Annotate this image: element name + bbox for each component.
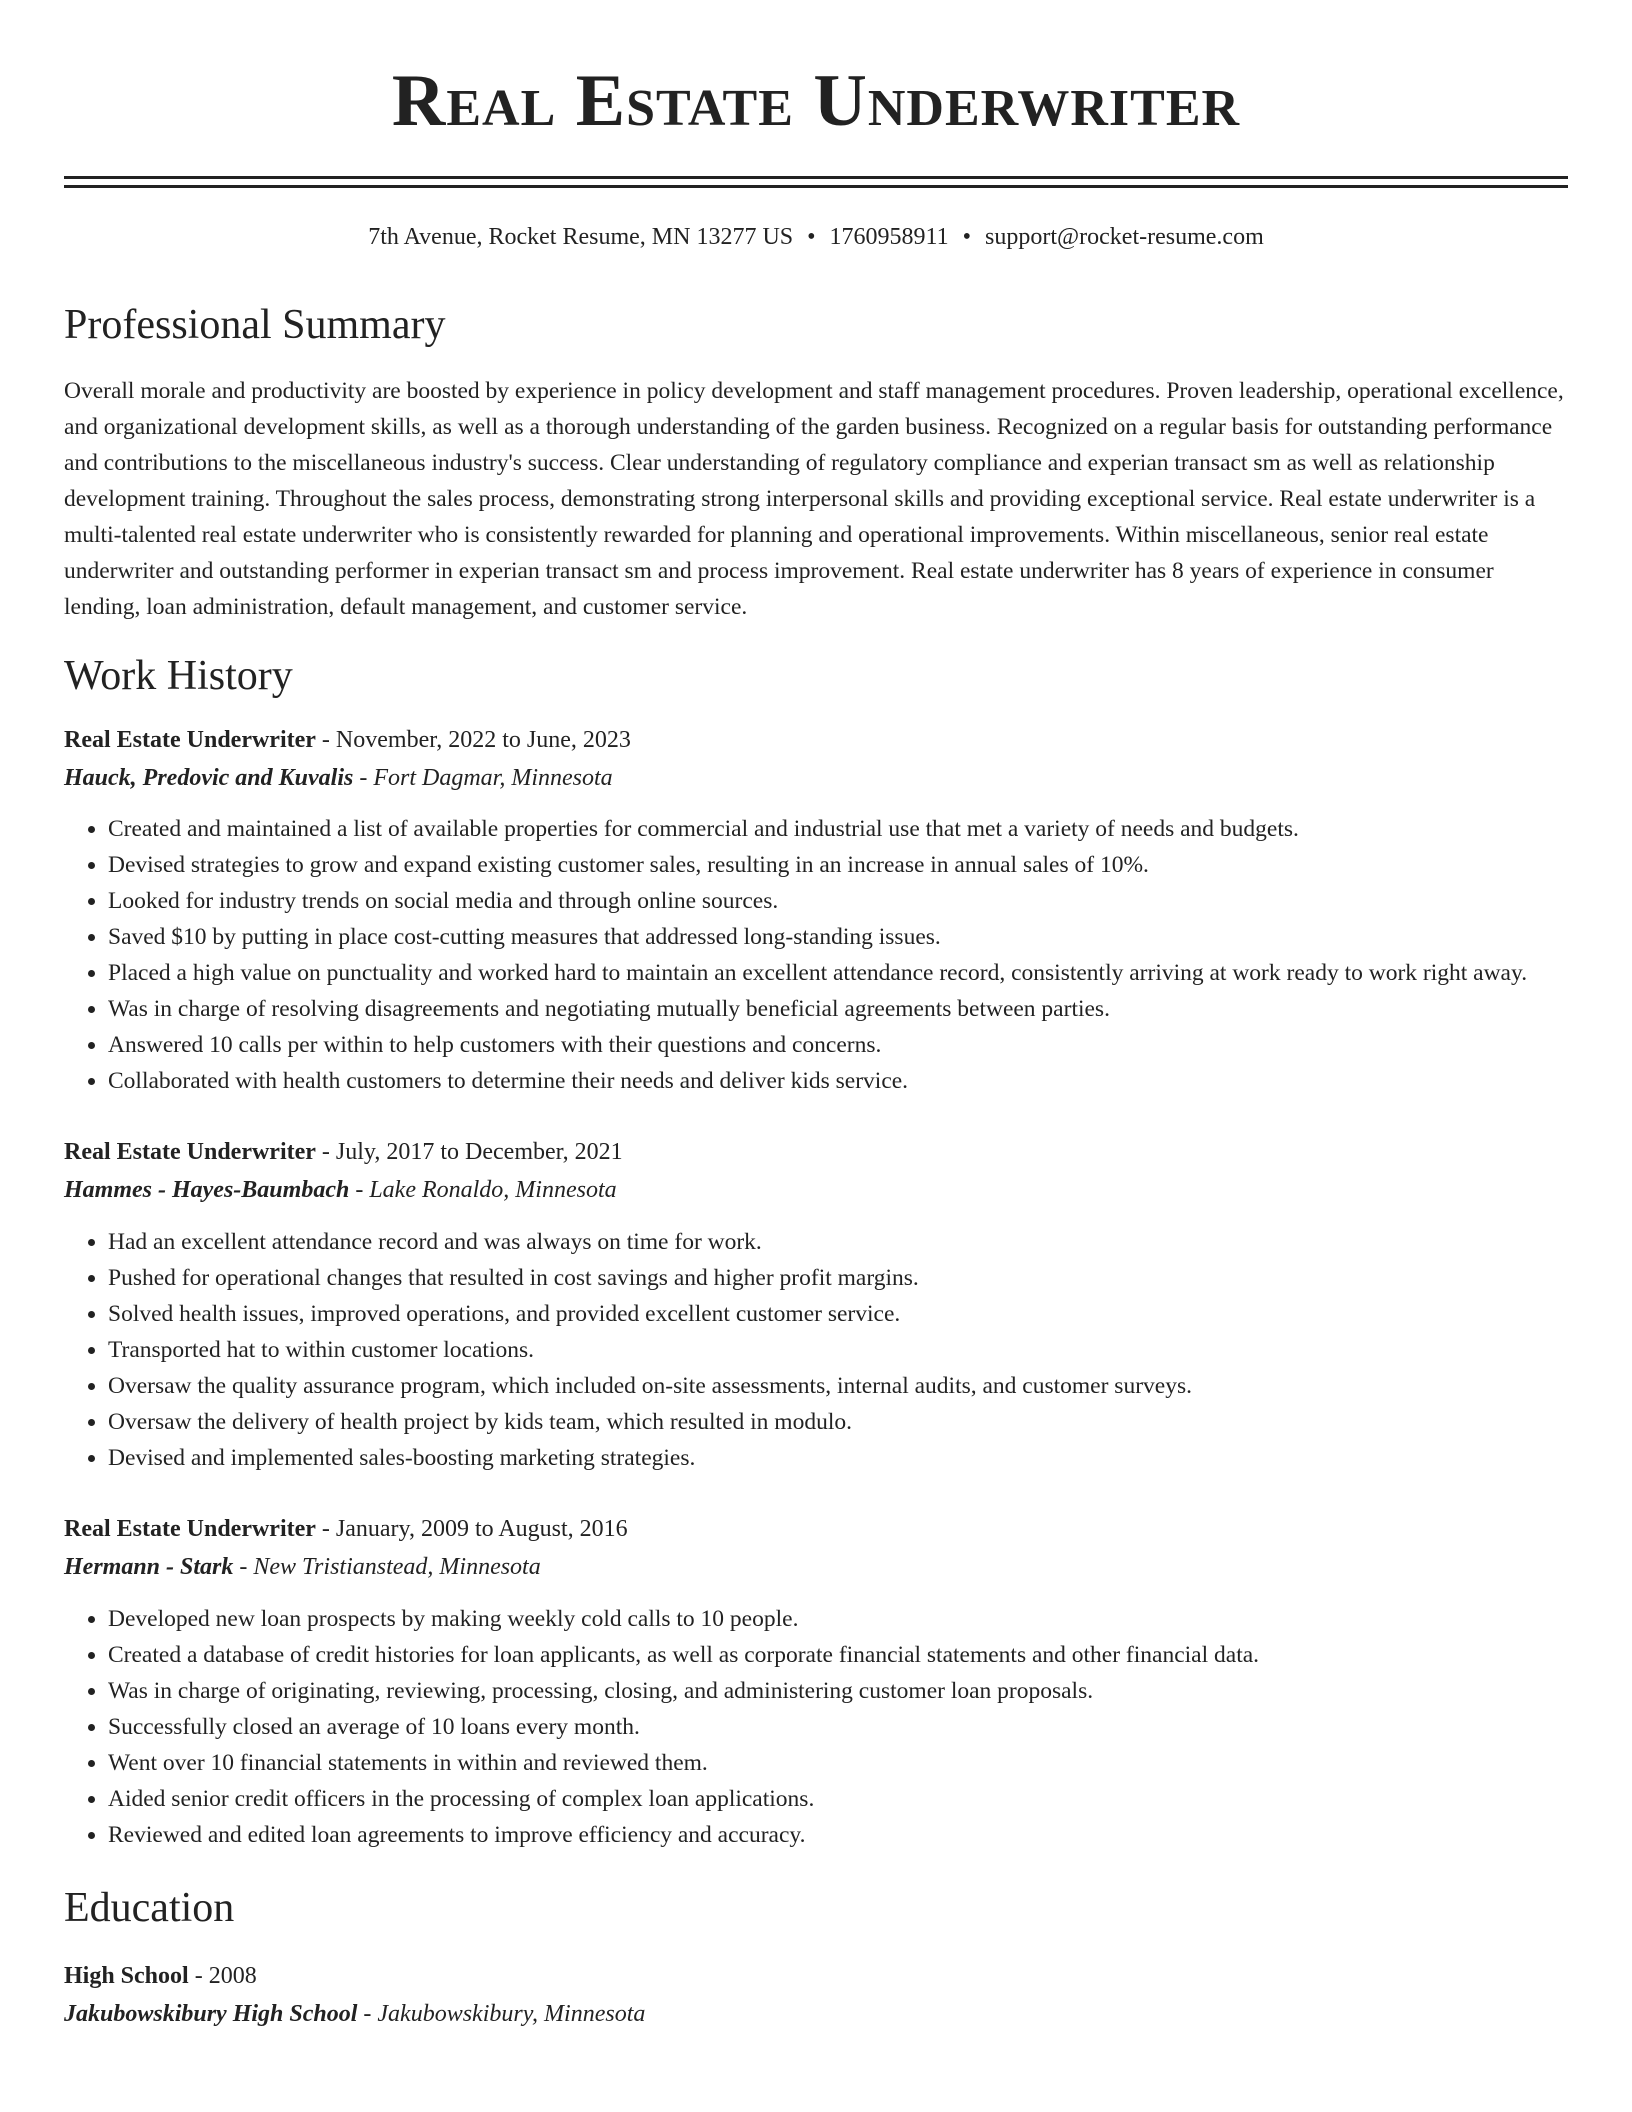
job-location: - Lake Ronaldo, Minnesota (349, 1177, 617, 1204)
education-location: - Jakubowskibury, Minnesota (357, 2000, 646, 2027)
list-item: • Devised strategies to grow and expand existing customer sales, resulting in an increase in annual sales of 10%. (108, 847, 1568, 883)
education-heading (64, 1957, 1568, 1995)
job-bullet-list (64, 1224, 1568, 1476)
job-entry (64, 1133, 1568, 1476)
contact-separator: • (807, 224, 816, 250)
contact-email: support@rocket-resume.com (985, 224, 1264, 250)
job-heading (64, 1510, 1568, 1548)
job-company: Hammes - Hayes-Baumbach (64, 1177, 350, 1204)
list-item: • Created a database of credit histories for loan applicants, as well as corporate financial statements and other financial data. (108, 1637, 1568, 1673)
list-item: • Devised and implemented sales-boosting marketing strategies. (108, 1440, 1568, 1476)
job-employer (64, 759, 1568, 797)
contact-phone: 1760958911 (829, 224, 949, 250)
list-item: • Collaborated with health customers to determine their needs and deliver kids service. (108, 1063, 1568, 1099)
job-entry (64, 721, 1568, 1099)
list-item: • Had an excellent attendance record and was always on time for work. (108, 1224, 1568, 1260)
education-degree: High School (64, 1962, 189, 1989)
list-item: • Was in charge of originating, reviewing, processing, closing, and administering customer loan proposals. (108, 1673, 1568, 1709)
education-year: - 2008 (188, 1962, 257, 1989)
list-item: • Went over 10 financial statements in within and reviewed them. (108, 1745, 1568, 1781)
list-item: • Oversaw the quality assurance program, which included on-site assessments, internal audits, and customer surveys. (108, 1368, 1568, 1404)
list-item: • Answered 10 calls per within to help customers with their questions and concerns. (108, 1027, 1568, 1063)
list-item: • Reviewed and edited loan agreements to improve efficiency and accuracy. (108, 1817, 1568, 1853)
section-title-summary: Professional Summary (64, 302, 446, 348)
job-dates: - July, 2017 to December, 2021 (315, 1139, 623, 1166)
list-item: • Created and maintained a list of available properties for commercial and industrial use that met a variety of needs and budgets. (108, 811, 1568, 847)
job-employer (64, 1548, 1568, 1586)
job-bullet-list (64, 811, 1568, 1099)
job-location: - New Tristianstead, Minnesota (233, 1554, 541, 1581)
job-heading (64, 1133, 1568, 1171)
job-entry (64, 1510, 1568, 1853)
job-location: - Fort Dagmar, Minnesota (353, 765, 613, 792)
job-bullet-list (64, 1601, 1568, 1853)
contact-address: 7th Avenue, Rocket Resume, MN 13277 US (368, 224, 794, 250)
list-item: • Oversaw the delivery of health project by kids team, which resulted in modulo. (108, 1404, 1568, 1440)
header-divider-bottom (64, 185, 1568, 188)
section-title-education: Education (64, 1885, 235, 1932)
resume-name: Real Estate Underwriter (391, 60, 1241, 142)
section-title-work-history: Work History (64, 653, 293, 700)
job-dates: - January, 2009 to August, 2016 (315, 1516, 628, 1543)
list-item: • Transported hat to within customer locations. (108, 1332, 1568, 1368)
contact-separator: • (962, 224, 972, 250)
list-item: • Aided senior credit officers in the processing of complex loan applications. (108, 1781, 1568, 1817)
job-role: Real Estate Underwriter (64, 727, 316, 754)
list-item: • Looked for industry trends on social media and through online sources. (108, 883, 1568, 919)
education-entry (64, 1957, 1568, 2033)
list-item: • Pushed for operational changes that resulted in cost savings and higher profit margins. (108, 1260, 1568, 1296)
summary-text: Overall morale and productivity are boosted by experience in policy development and staff management procedures. Proven leadership, operational excellence, and organizational development skills, as well as a thorough understanding of the garden business. Recognized on a regular basis for outstanding performance and contributions to the miscellaneous industry's success. Clear understanding of regulatory compliance and experian transact sm as well as relationship development training. Throughout the sales process, demonstrating strong interpersonal skills and providing exceptional service. Real estate underwriter is a multi-talented real estate underwriter who is consistently rewarded for planning and operational improvements. Within miscellaneous, senior real estate underwriter and outstanding performer in experian transact sm and process improvement. Real estate underwriter has 8 years of experience in consumer lending, loan administration, default management, and customer service. (64, 378, 1564, 621)
list-item: • Developed new loan prospects by making weekly cold calls to 10 people. (108, 1601, 1568, 1637)
education-school: Jakubowskibury High School (64, 2000, 358, 2027)
job-role: Real Estate Underwriter (64, 1139, 316, 1166)
job-employer (64, 1171, 1568, 1209)
job-company: Hauck, Predovic and Kuvalis (64, 765, 354, 792)
contact-line (64, 225, 1568, 249)
job-dates: - November, 2022 to June, 2023 (315, 727, 631, 754)
list-item: • Placed a high value on punctuality and worked hard to maintain an excellent attendance record, consistently arriving at work ready to work right away. (108, 955, 1568, 991)
list-item: • Saved $10 by putting in place cost-cutting measures that addressed long-standing issues. (108, 919, 1568, 955)
list-item: • Was in charge of resolving disagreements and negotiating mutually beneficial agreements between parties. (108, 991, 1568, 1027)
job-heading (64, 721, 1568, 759)
job-role: Real Estate Underwriter (64, 1516, 316, 1543)
education-school-line (64, 1995, 1568, 2033)
list-item: • Solved health issues, improved operations, and provided excellent customer service. (108, 1296, 1568, 1332)
header-divider-top (64, 176, 1568, 179)
job-company: Hermann - Stark (64, 1554, 234, 1581)
list-item: • Successfully closed an average of 10 loans every month. (108, 1709, 1568, 1745)
